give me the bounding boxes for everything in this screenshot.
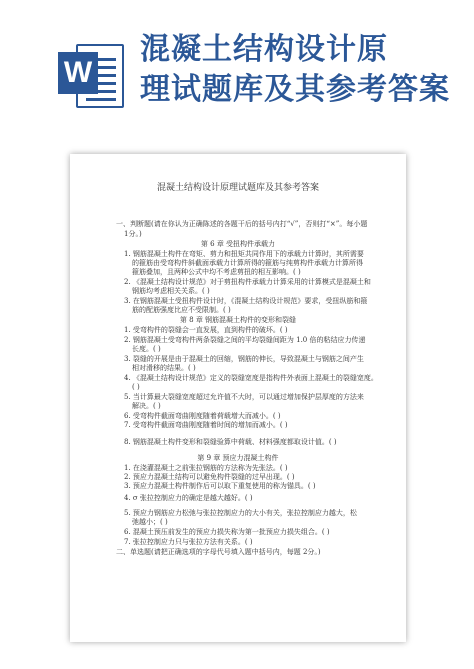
page-title-line-1: 混凝土结构设计原 bbox=[140, 32, 388, 67]
document-line: 7. 受弯构件截面弯曲刚度随着时间的增加而减小。( ) bbox=[124, 421, 288, 429]
document-body bbox=[70, 154, 406, 642]
document-line: 一、判断题(请在你认为正确陈述的各题干后的括号内打“√”，否则打“×”。每小题 bbox=[116, 220, 368, 228]
document-line: 钢筋均考虑相关关系。( ) bbox=[132, 287, 210, 295]
document-line: 3. 预应力混凝土构件制作后可以取下重复使用的称为锚具。( ) bbox=[124, 482, 316, 490]
document-line: 筋的配筋强度比应不受限制。( ) bbox=[132, 306, 231, 314]
document-line: 第 9 章 预应力混凝土构件 bbox=[197, 454, 279, 462]
document-line: 相对滑移的结果。( ) bbox=[132, 364, 196, 372]
document-line: 1. 受弯构件的裂缝会一直发展，直到构件的破坏。( ) bbox=[124, 326, 288, 334]
document-line: 的箍筋由受弯构件斜截面承载力计算所得的箍筋与纯剪构件承载力计算所得 bbox=[132, 259, 363, 267]
document-line: ( ) bbox=[132, 383, 140, 391]
document-line: 4. σ 张拉控制应力的确定是越大越好。( ) bbox=[124, 494, 253, 502]
document-line: 2. 预应力混凝土结构可以避免构件裂缝的过早出现。( ) bbox=[124, 473, 295, 481]
page-title bbox=[140, 30, 470, 110]
document-line: 5. 预应力钢筋应力松弛与张拉控制应力的大小有关，张拉控制应力越大，松 bbox=[124, 509, 357, 517]
document-line: 弛越小；( ) bbox=[132, 518, 168, 526]
document-line: 解决。( ) bbox=[132, 402, 161, 410]
word-badge: W bbox=[58, 52, 98, 94]
document-line: 4. 《混凝土结构设计规范》定义的裂缝宽度是指构件外表面上混凝土的裂缝宽度。 bbox=[124, 374, 378, 382]
document-line: 2. 《混凝土结构设计规范》对于剪扭构件承载力计算采用的计算模式是混凝土和 bbox=[124, 278, 371, 286]
document-line: 6. 受弯构件截面弯曲刚度随着荷载增大而减小。( ) bbox=[124, 412, 281, 420]
document-line: 3. 裂缝的开展是由于混凝土的回缩，钢筋的伸长，导致混凝土与钢筋之间产生 bbox=[124, 355, 364, 363]
document-line: 1分。) bbox=[124, 230, 142, 238]
document-preview bbox=[70, 154, 406, 642]
document-title: 混凝土结构设计原理试题库及其参考答案 bbox=[156, 183, 319, 193]
document-line: 第 8 章 钢筋混凝土构件的变形和裂缝 bbox=[179, 316, 297, 324]
document-line: 1. 钢筋混凝土构件在弯矩、剪力和扭矩共同作用下的承载力计算时，其所需要 bbox=[124, 250, 364, 258]
document-line: 1. 在浇灌混凝土之前张拉钢筋的方法称为先张法。( ) bbox=[124, 464, 288, 472]
document-line: 8. 钢筋混凝土构件变形和裂缝验算中荷载、材料强度都取设计值。( ) bbox=[124, 438, 337, 446]
document-line: 6. 混凝土预压前发生的预应力损失称为第一批预应力损失组合。( ) bbox=[124, 528, 330, 536]
document-line: 3. 在钢筋混凝土受扭构件设计时，《混凝土结构设计规范》要求，受扭纵筋和箍 bbox=[124, 297, 368, 305]
document-line: 7. 张拉控制应力只与张拉方法有关系。( ) bbox=[124, 538, 253, 546]
document-line: 箍筋叠加，且两种公式中均不考虑剪扭的相互影响。( ) bbox=[132, 268, 301, 276]
document-line: 长度。( ) bbox=[132, 345, 161, 353]
document-line: 5. 当计算最大裂缝宽度超过允许值不大时，可以通过增加保护层厚度的方法来 bbox=[124, 393, 364, 401]
document-line: 2. 钢筋混凝土受弯构件两条裂缝之间的平均裂缝间距为 1.0 倍的粘结应力传递 bbox=[124, 336, 366, 344]
document-line: 第 6 章 受扭构件承载力 bbox=[200, 240, 276, 248]
word-document-icon bbox=[58, 40, 126, 112]
document-line: 二、单选题(请把正确选项的字母代号填入题中括号内，每题 2分。) bbox=[116, 548, 321, 556]
page-title-line-2: 理试题库及其参考答案 bbox=[140, 72, 450, 107]
